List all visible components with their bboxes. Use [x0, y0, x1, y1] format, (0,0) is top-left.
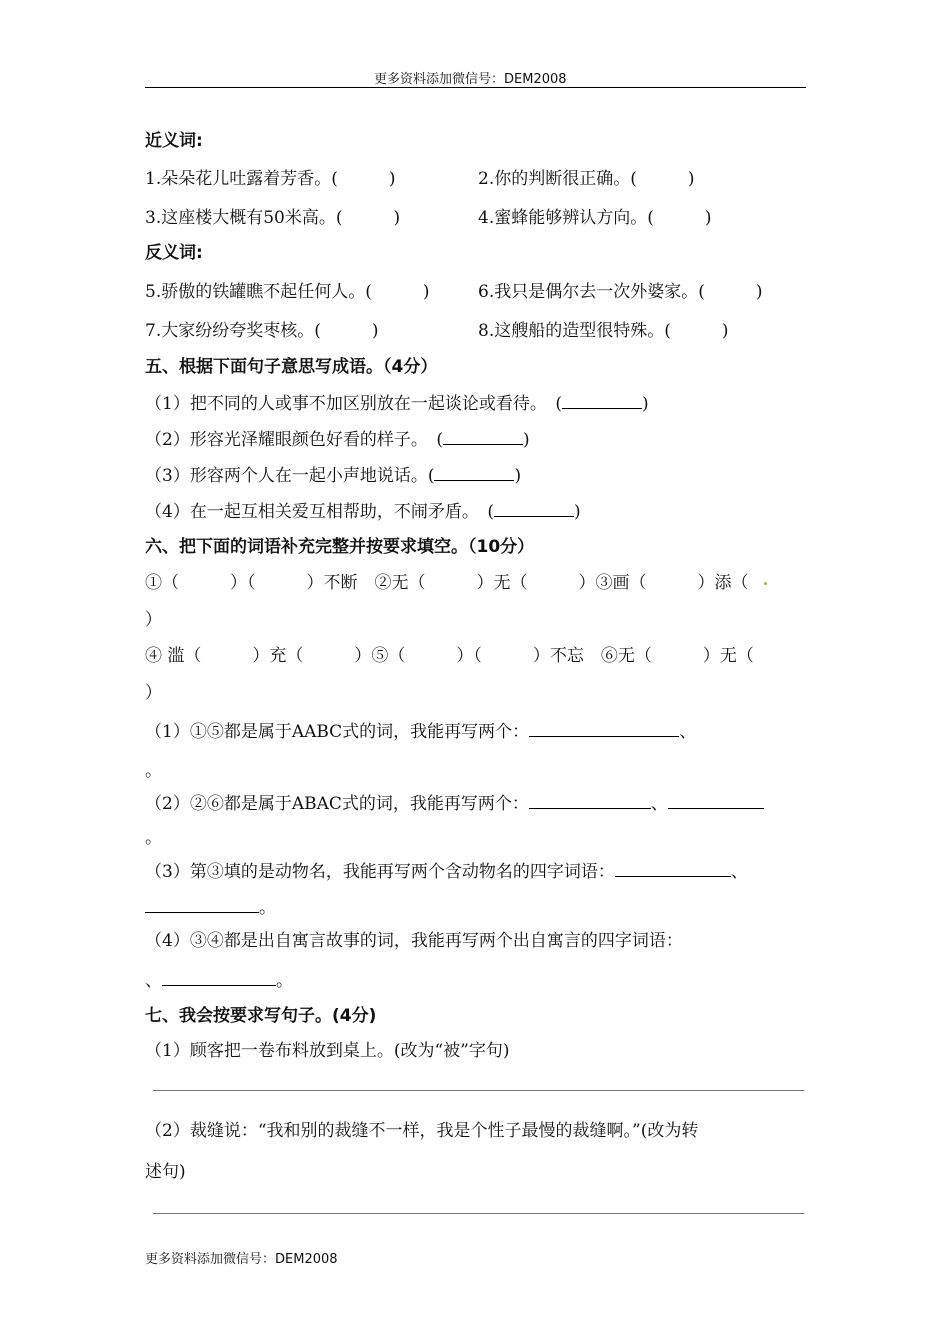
idiom-question-4	[145, 497, 581, 522]
fill-words-row-2-tail: ）	[145, 683, 162, 703]
idiom-question-3	[145, 461, 521, 486]
idiom-question-3-text: （3）形容两个人在一起小声地说话。(	[145, 466, 435, 486]
idiom-answer-blank-3[interactable]	[434, 466, 514, 481]
section5-heading: 五、根据下面句子意思写成语。（4分）	[145, 357, 438, 377]
fill-question-2	[145, 789, 764, 814]
fill-question-2-sep: 、	[650, 794, 668, 814]
rewrite-question-2: （2）裁缝说：“我和别的裁缝不一样，我是个性子最慢的裁缝啊。”(改为转	[145, 1121, 699, 1141]
page-footer: 更多资料添加微信号：DEM2008	[145, 1252, 338, 1267]
antonym-item-7: 7.大家纷纷夸奖枣核。( )	[145, 321, 379, 341]
idiom-question-1	[145, 389, 649, 414]
idiom-question-3-close: )	[514, 466, 522, 486]
fill-question-1	[145, 717, 696, 742]
fill-question-3	[145, 857, 748, 882]
rewrite-answer-line-1[interactable]	[153, 1090, 804, 1091]
section6-heading: 六、把下面的词语补充完整并按要求填空。（10分）	[145, 537, 535, 557]
idiom-question-4-close: )	[573, 502, 581, 522]
synonym-item-2: 2.你的判断很正确。( )	[478, 169, 695, 189]
fill-question-3-tail: 。	[259, 898, 276, 918]
fill-question-2-tail: 。	[145, 828, 162, 848]
idiom-question-4-text: （4）在一起互相关爱互相帮助，不闹矛盾。 (	[145, 502, 494, 522]
idiom-question-1-text: （1）把不同的人或事不加区别放在一起谈论或看待。 (	[145, 394, 562, 414]
rewrite-question-1: （1）顾客把一卷布料放到桌上。(改为“被”字句)	[145, 1041, 510, 1061]
idiom-answer-blank-4[interactable]	[494, 502, 574, 517]
fill-words-row-1-tail: ）	[145, 610, 162, 630]
antonym-item-6: 6.我只是偶尔去一次外婆家。( )	[478, 282, 763, 302]
fill-answer-2a[interactable]	[529, 794, 651, 809]
fill-question-1-sep: 、	[679, 722, 697, 742]
idiom-question-2-text: （2）形容光泽耀眼颜色好看的样子。 (	[145, 430, 443, 450]
idiom-answer-blank-1[interactable]	[562, 394, 642, 409]
synonyms-heading: 近义词:	[145, 131, 203, 151]
rewrite-question-2-cont: 述句)	[145, 1162, 186, 1182]
fill-question-2-text: （2）②⑥都是属于ABAC式的词，我能再写两个：	[145, 794, 529, 814]
fill-question-4: （4）③④都是出自寓言故事的词，我能再写两个出自寓言的四字词语：	[145, 931, 683, 951]
fill-question-4-line2	[145, 966, 293, 991]
fill-question-1-text: （1）①⑤都是属于AABC式的词，我能再写两个：	[145, 722, 530, 742]
section7-heading: 七、我会按要求写句子。(4分)	[145, 1006, 377, 1026]
fill-question-3-line2	[145, 893, 276, 918]
synonym-item-3: 3.这座楼大概有50米高。( )	[145, 208, 401, 228]
page-header: 更多资料添加微信号：DEM2008	[374, 72, 567, 87]
antonyms-heading: 反义词:	[145, 243, 203, 263]
rewrite-answer-line-2[interactable]	[153, 1213, 804, 1214]
idiom-question-2	[145, 425, 530, 450]
fill-answer-3a[interactable]	[615, 862, 731, 877]
fill-words-row-1: ①（ ）（ ）不断 ②无（ ）无（ ）③画（ ）添（	[145, 573, 749, 593]
fill-question-1-tail: 。	[145, 761, 162, 781]
idiom-question-2-close: )	[522, 430, 530, 450]
header-divider	[145, 87, 806, 88]
fill-question-3-text: （3）第③填的是动物名，我能再写两个含动物名的四字词语：	[145, 862, 615, 882]
fill-question-3-sep: 、	[730, 862, 748, 882]
stray-mark	[764, 582, 767, 585]
fill-answer-3b[interactable]	[145, 898, 259, 913]
idiom-question-1-close: )	[641, 394, 649, 414]
fill-answer-4b[interactable]	[162, 971, 276, 986]
fill-question-4-tail: 。	[276, 971, 293, 991]
fill-answer-2b[interactable]	[668, 794, 764, 809]
synonym-item-4: 4.蜜蜂能够辨认方向。( )	[478, 208, 712, 228]
idiom-answer-blank-2[interactable]	[443, 430, 523, 445]
fill-answer-1a[interactable]	[529, 722, 679, 737]
antonym-item-5: 5.骄傲的铁罐瞧不起任何人。( )	[145, 282, 430, 302]
fill-question-4-sep: 、	[145, 971, 162, 991]
synonym-item-1: 1.朵朵花儿吐露着芳香。( )	[145, 169, 396, 189]
fill-words-row-2: ④ 滥（ ）充（ ）⑤（ ）（ ）不忘 ⑥无（ ）无（	[145, 646, 754, 666]
antonym-item-8: 8.这艘船的造型很特殊。( )	[478, 321, 729, 341]
